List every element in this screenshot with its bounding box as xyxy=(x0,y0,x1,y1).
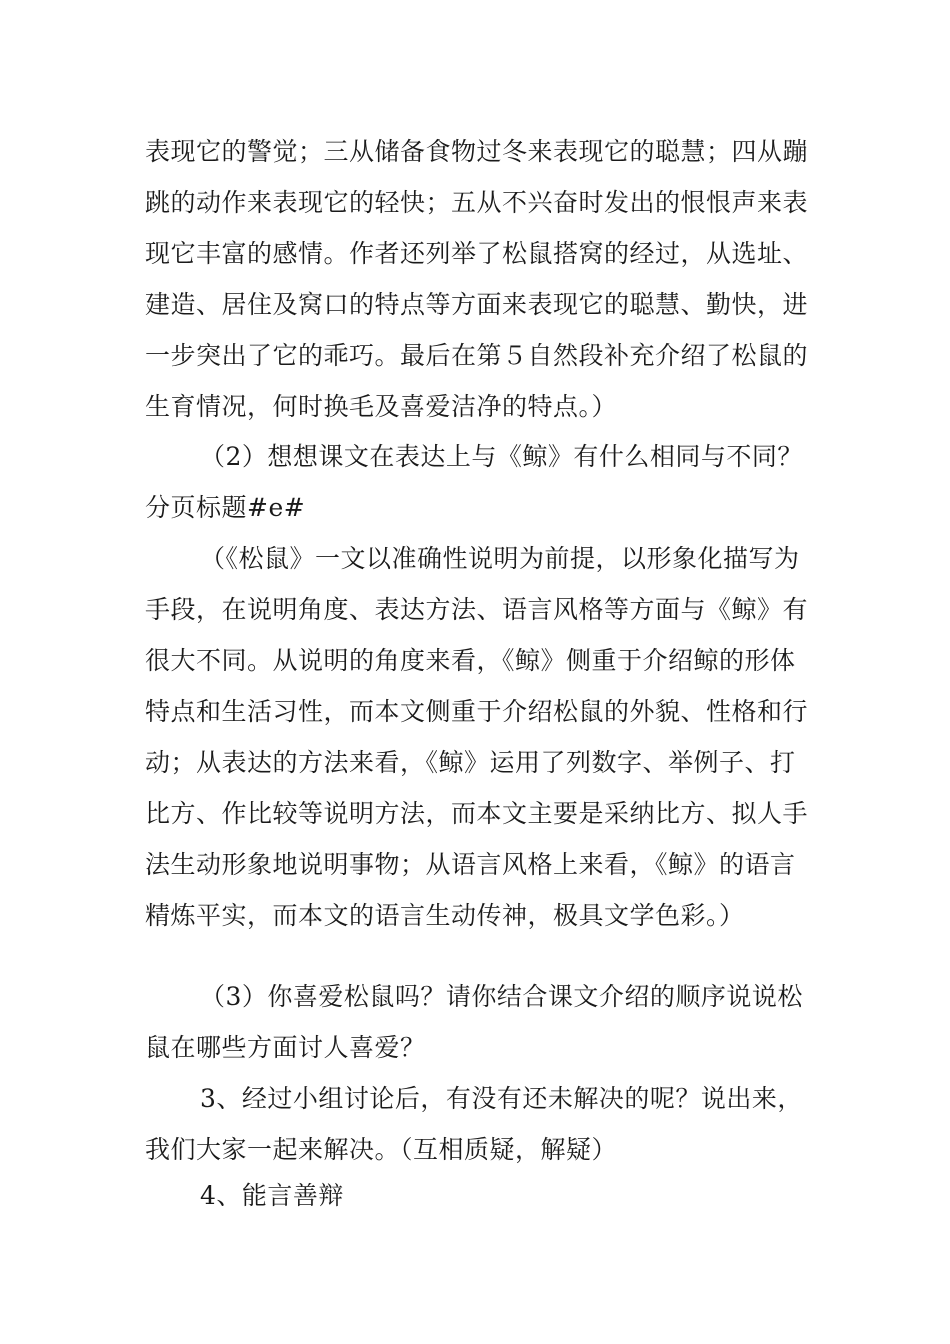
paragraph-squirrel-description: 表现它的警觉；三从储备食物过冬来表现它的聪慧；四从蹦跳的动作来表现它的轻快；五从不兴奋时发出的恨恨声来表现它丰富的感情。作者还列举了松鼠搭窝的经过，从选址、建造、居住及窝口的特点等方面来表现它的聪慧、勤快，进一步突出了它的乖巧。最后在第５自然段补充介绍了松鼠的生育情况，何时换毛及喜爱洁净的特点。） xyxy=(145,137,809,421)
paragraph-question-2: （2）想想课文在表达上与《鲸》有什么相同与不同？分页标题#e# xyxy=(145,442,803,522)
paragraph-step-3: 3、经过小组讨论后，有没有还未解决的呢？说出来，我们大家一起来解决。（互相质疑，解疑） xyxy=(145,1084,803,1164)
paragraph-step-4: 4、能言善辩 xyxy=(200,1181,344,1210)
paragraph-comparison-answer: （《松鼠》一文以准确性说明为前提，以形象化描写为手段，在说明角度、表达方法、语言风格等方面与《鲸》有很大不同。从说明的角度来看，《鲸》侧重于介绍鲸的形体特点和生活习性，而本文侧重于介绍松鼠的外貌、性格和行动；从表达的方法来看，《鲸》运用了列数字、举例子、打比方、作比较等说明方法，而本文主要是采纳比方、拟人手法生动形象地说明事物；从语言风格上来看，《鲸》的语言精炼平实，而本文的语言生动传神，极具文学色彩。） xyxy=(145,544,809,930)
paragraph-question-3: （3）你喜爱松鼠吗？请你结合课文介绍的顺序说说松鼠在哪些方面讨人喜爱？ xyxy=(145,982,803,1062)
